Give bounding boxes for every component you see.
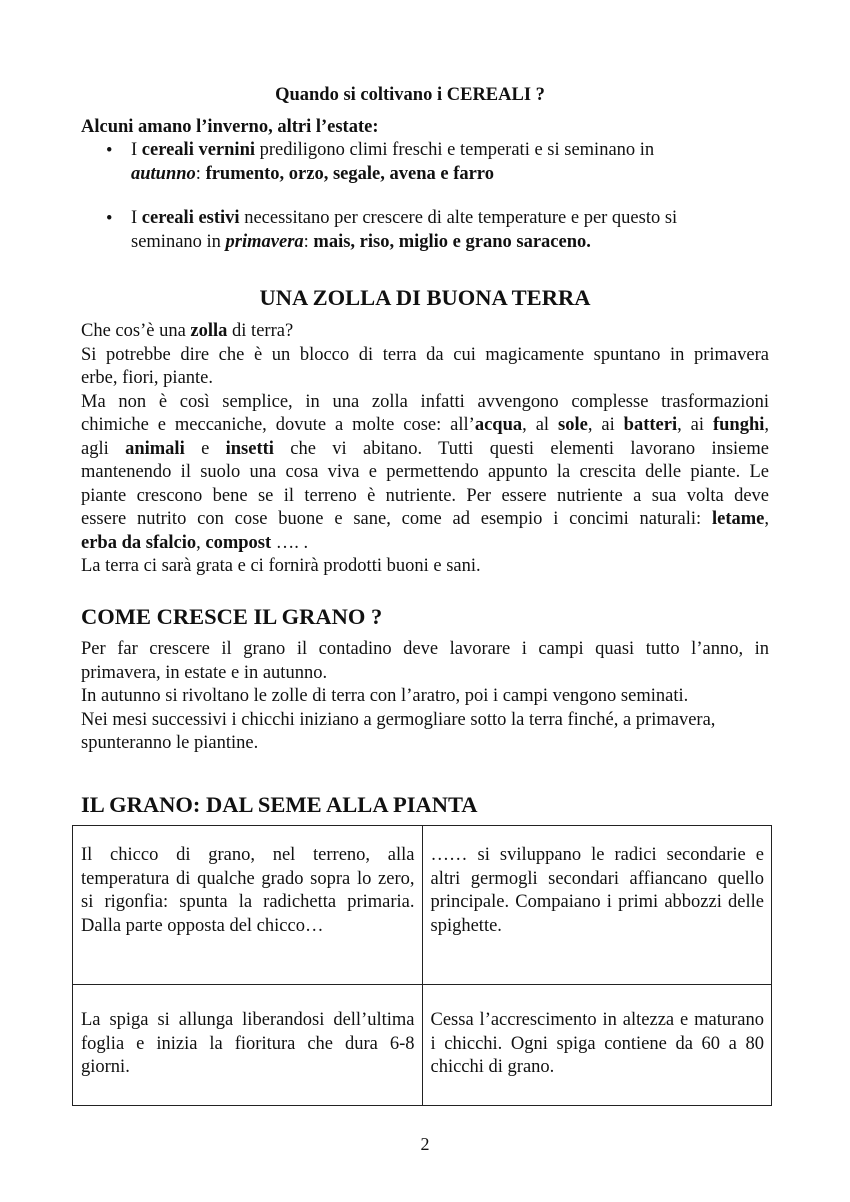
grano-line-2: primavera, in estate e in autunno. — [81, 662, 328, 683]
text: , — [196, 532, 206, 553]
text: essere nutrito con cose buone e sane, come ad esempio i concimi naturali: — [81, 509, 712, 529]
emphasis: cereali vernini — [141, 140, 255, 160]
zolla-title: UNA ZOLLA DI BUONA TERRA — [259, 285, 591, 310]
text: che vi abitano. Tutti questi elementi lavorano insieme — [273, 438, 769, 459]
emphasis: erba da sfalcio — [81, 532, 197, 553]
text: I — [131, 208, 142, 228]
grano-line-5: spunteranno le piantine. — [81, 733, 259, 753]
emphasis: funghi — [712, 415, 765, 435]
zolla-line-3: erbe, fiori, piante. — [81, 368, 214, 388]
table-cell: Il chicco di grano, nel terreno, alla temperatura di qualche grado sopra lo zero, si rigonfia: spunta la radichetta primaria. Dalla parte opposta del chicco… — [73, 826, 423, 985]
emphasis: batteri — [623, 415, 678, 435]
zolla-line-1 — [81, 320, 769, 344]
cereali-intro: Alcuni amano l’inverno, altri l’estate: — [81, 117, 379, 137]
zolla-line-10 — [81, 532, 769, 556]
bullet-icon: • — [106, 209, 113, 229]
emphasis: letame — [711, 509, 765, 529]
text: di terra? — [227, 321, 294, 341]
zolla-line-6 — [81, 438, 769, 462]
table-cell: …… si sviluppano le radici secondarie e altri germogli secondari affiancano quello principale. Compaiano i primi abbozzi delle spighette. — [422, 826, 772, 985]
emphasis: compost — [205, 532, 272, 553]
zolla-line-4: Ma non è così semplice, in una zolla infatti avvengono complesse trasformazioni — [81, 391, 769, 412]
text: : — [303, 232, 314, 252]
text: Che cos’è una — [81, 321, 191, 341]
table-cell: Cessa l’accrescimento in altezza e maturano i chicchi. Ogni spiga contiene da 60 a 80 chicchi di grano. — [422, 985, 772, 1106]
text: chimiche e meccaniche, dovute a molte cose: all’ — [81, 415, 475, 435]
growth-stages-table — [72, 825, 772, 1106]
zolla-line-7: mantenendo il suolo una cosa viva e permettendo appunto la crescita delle piante. Le — [81, 462, 769, 482]
text: , ai — [677, 415, 713, 435]
seme-title: IL GRANO: DAL SEME ALLA PIANTA — [81, 792, 478, 817]
zolla-line-5 — [81, 414, 769, 438]
emphasis: frumento, orzo, segale, avena e farro — [205, 164, 494, 184]
text: I — [131, 140, 142, 160]
emphasis: cereali estivi — [141, 208, 240, 228]
zolla-line-9 — [81, 508, 769, 532]
text: …. . — [271, 532, 309, 553]
text: , ai — [587, 415, 624, 435]
bullet-1-line-1 — [131, 139, 654, 163]
text: prediligono climi freschi e temperati e si seminano in — [255, 140, 655, 160]
season: autunno — [131, 164, 196, 184]
text: e — [184, 438, 226, 459]
emphasis: animali — [125, 438, 185, 459]
text: seminano in — [131, 232, 226, 252]
grano-line-3: In autunno si rivoltano le zolle di terra con l’aratro, poi i campi vengono seminati. — [81, 686, 689, 706]
text: agli — [81, 438, 126, 459]
bullet-2-line-2 — [131, 231, 591, 255]
grano-line-4: Nei mesi successivi i chicchi iniziano a germogliare sotto la terra finché, a primavera, — [81, 709, 716, 730]
emphasis: acqua — [474, 415, 523, 435]
cereali-title: Quando si coltivano i CEREALI ? — [275, 85, 545, 105]
table-row — [73, 826, 772, 985]
text: necessitano per crescere di alte temperature e per questo si — [239, 208, 678, 228]
zolla-line-8: piante crescono bene se il terreno è nutriente. Per essere nutriente a sua volta deve — [81, 485, 769, 506]
bullet-2-line-1 — [131, 207, 677, 231]
page-number: 2 — [420, 1134, 430, 1154]
zolla-line-11: La terra ci sarà grata e ci fornirà prodotti buoni e sani. — [81, 556, 481, 576]
bullet-icon: • — [106, 141, 113, 161]
season: primavera — [225, 232, 304, 252]
grano-line-1: Per far crescere il grano il contadino deve lavorare i campi quasi tutto l’anno, in — [81, 639, 769, 659]
table-cell: La spiga si allunga liberandosi dell’ultima foglia e inizia la fioritura che dura 6-8 giorni. — [73, 985, 423, 1106]
table-row — [73, 985, 772, 1106]
zolla-paragraph — [81, 320, 769, 579]
emphasis: sole — [558, 415, 588, 435]
bullet-1-line-2 — [131, 163, 494, 187]
emphasis: insetti — [225, 438, 274, 459]
zolla-line-2: Si potrebbe dire che è un blocco di terra da cui magicamente spuntano in primavera — [81, 344, 769, 365]
grano-paragraph — [81, 638, 769, 756]
emphasis: mais, riso, miglio e grano saraceno. — [313, 232, 591, 252]
emphasis: zolla — [190, 321, 228, 341]
grano-title: COME CRESCE IL GRANO ? — [81, 604, 383, 629]
text: : — [195, 164, 206, 184]
text: , — [764, 415, 770, 435]
text: , — [764, 509, 769, 529]
text: , al — [522, 415, 558, 435]
